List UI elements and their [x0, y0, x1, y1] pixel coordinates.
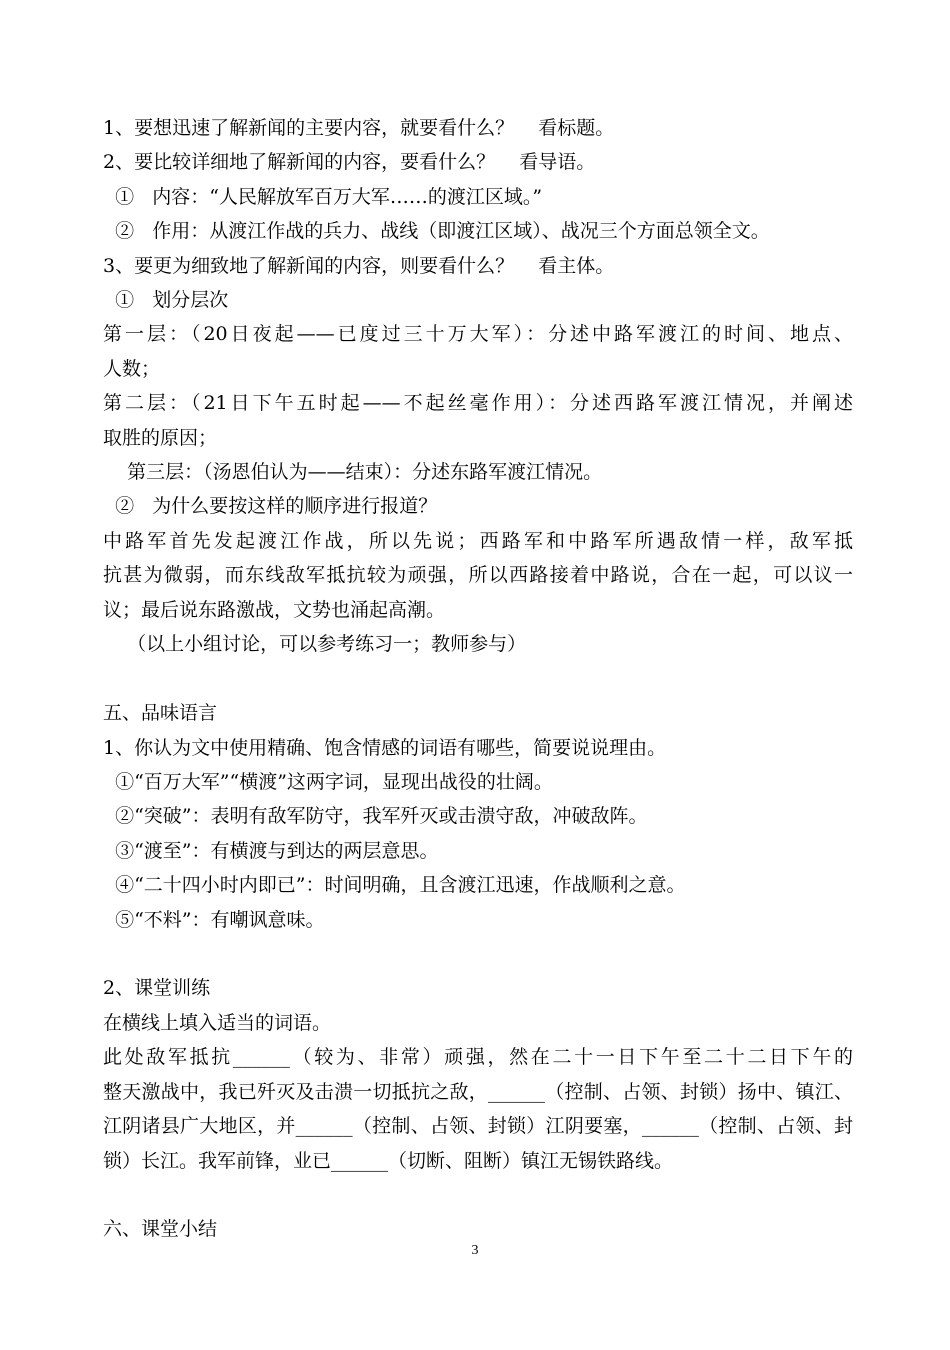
language-item-4: ④“二十四小时内即已”：时间明确，且含渡江迅速，作战顺利之意。	[103, 874, 686, 896]
exercise-text-4: 锁）长江。我军前锋，业已______（切断、阻断）镇江无锡铁路线。	[103, 1150, 674, 1172]
q2-content: ① 内容：“人民解放军百万大军……的渡江区域。”	[103, 186, 543, 208]
language-item-2: ②“突破”：表明有敌军防守，我军歼灭或击溃守敌，冲破敌阵。	[103, 805, 648, 827]
order-answer-3: 议；最后说东路激战，文势也涌起高潮。	[103, 599, 446, 621]
page-number: 3	[471, 1243, 479, 1258]
discussion-note: （以上小组讨论，可以参考练习一；教师参与）	[103, 633, 527, 655]
language-item-3: ③“渡至”：有横渡与到达的两层意思。	[103, 840, 439, 862]
q2-function: ② 作用：从渡江作战的兵力、战线（即渡江区域）、战况三个方面总领全文。	[103, 220, 770, 242]
exercise-text-2: 整天激战中，我已歼灭及击溃一切抵抗之敌，______（控制、占领、封锁）扬中、镇江、	[103, 1081, 853, 1103]
order-answer-2: 抗甚为微弱，而东线敌军抵抗较为顽强，所以西路接着中路说，合在一起，可以议一	[103, 564, 853, 586]
layer-3: 第三层：（汤恩伯认为——结束）：分述东路军渡江情况。	[103, 461, 603, 483]
exercise-text-3: 江阴诸县广大地区，并______（控制、占领、封锁）江阴要塞，______（控制、占领、封	[103, 1115, 853, 1137]
language-item-5: ⑤“不料”：有嘲讽意味。	[103, 909, 325, 931]
order-answer-1: 中路军首先发起渡江作战，所以先说；西路军和中路军所遇敌情一样，敌军抵	[103, 530, 853, 552]
exercise-text-1: 此处敌军抵抗______（较为、非常）顽强，然在二十一日下午至二十二日下午的	[103, 1046, 853, 1068]
exercise-instruction: 在横线上填入适当的词语。	[103, 1012, 332, 1034]
section-6-heading: 六、课堂小结	[103, 1218, 218, 1240]
language-item-1: ①“百万大军”“横渡”这两字词，显现出战役的壮阔。	[103, 771, 553, 793]
question-3: 3、要更为细致地了解新闻的内容，则要看什么？ 看主体。	[103, 255, 615, 277]
layer-2: 第二层：（21日下午五时起——不起丝毫作用）：分述西路军渡江情况，并阐述	[103, 392, 853, 414]
layer-2-cont: 取胜的原因；	[103, 427, 218, 449]
q3-layers-heading: ① 划分层次	[103, 289, 229, 311]
section-5-heading: 五、品味语言	[103, 702, 218, 724]
question-1: 1、要想迅速了解新闻的主要内容，就要看什么？ 看标题。	[103, 117, 615, 139]
language-question: 1、你认为文中使用精确、饱含情感的词语有哪些，简要说说理由。	[103, 737, 667, 759]
question-2: 2、要比较详细地了解新闻的内容，要看什么？ 看导语。	[103, 151, 596, 173]
layer-1: 第一层：（20日夜起——已度过三十万大军）：分述中路军渡江的时间、地点、	[103, 323, 853, 345]
layer-1-cont: 人数；	[103, 358, 161, 380]
class-exercise-heading: 2、课堂训练	[103, 977, 211, 999]
order-question: ② 为什么要按这样的顺序进行报道？	[103, 495, 438, 517]
